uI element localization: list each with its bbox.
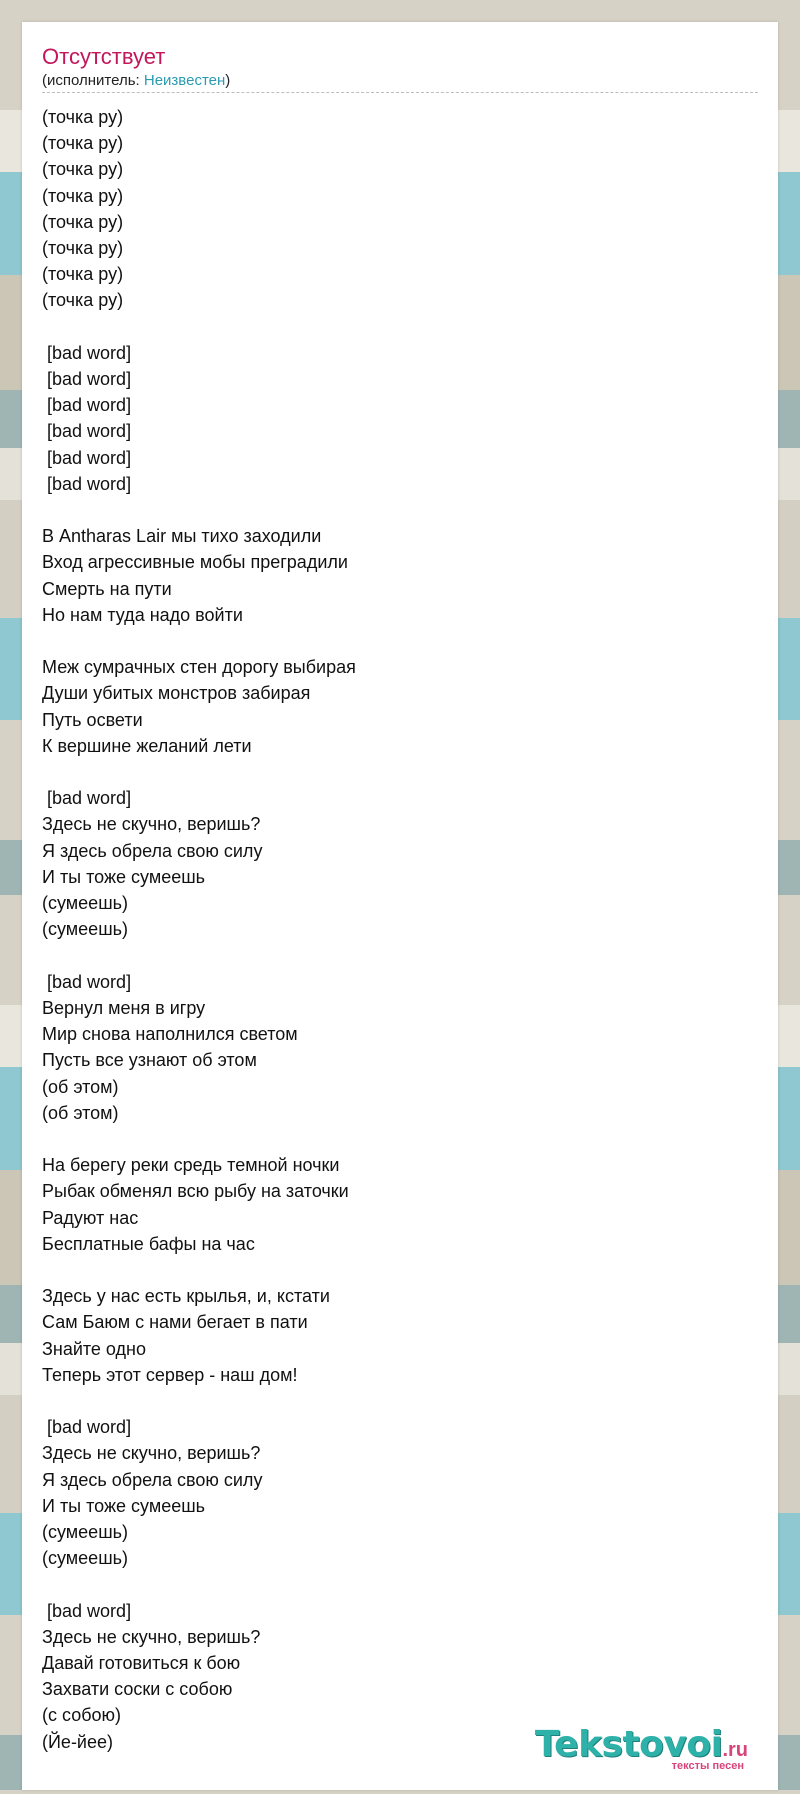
song-title: Отсутствует bbox=[42, 44, 166, 69]
logo-name: Tekstovoi bbox=[534, 1724, 723, 1765]
performer-suffix: ) bbox=[225, 72, 231, 89]
logo-wordmark bbox=[534, 1724, 748, 1765]
site-logo[interactable] bbox=[534, 1724, 748, 1772]
performer-link[interactable]: Неизвестен bbox=[143, 72, 226, 89]
logo-tld: .ru bbox=[722, 1739, 748, 1761]
performer-prefix: (исполнитель: bbox=[42, 72, 144, 89]
performer-line bbox=[42, 72, 230, 90]
lyrics-text: (точка ру) (точка ру) (точка ру) (точка ру) (точка ру) (точка ру) (точка ру) (точка ру) [bad word] [bad word] [bad word] [bad word] [bad word] [bad word] В Antharas Lair мы тихо заходили Вход агрессивные мобы преградили Смерть на пути Но нам туда надо войти Меж сумрачных стен дорогу выбирая Души убитых монстров забирая Путь освети К вершине желаний лети [bad word] Здесь не скучно, веришь? Я здесь обрела свою силу И ты тоже сумеешь (сумеешь) (сумеешь) [bad word] Вернул меня в игру Мир снова наполнился светом Пусть все узнают об этом (об этом) (об этом) На берегу реки средь темной ночки Рыбак обменял всю рыбу на заточки Радуют нас Бесплатные бафы на час Здесь у нас есть крылья, и, кстати Сам Баюм с нами бегает в пати Знайте одно Теперь этот сервер - наш дом! [bad word] Здесь не скучно, веришь? Я здесь обрела свою силу И ты тоже сумеешь (сумеешь) (сумеешь) [bad word] Здесь не скучно, веришь? Давай готовиться к бою Захвати соски с собою (с собою) (Йе-йее) bbox=[42, 107, 356, 1752]
logo-tagline: тексты песен bbox=[671, 1760, 744, 1772]
title-divider bbox=[42, 92, 758, 93]
lyrics-card bbox=[22, 22, 778, 1790]
